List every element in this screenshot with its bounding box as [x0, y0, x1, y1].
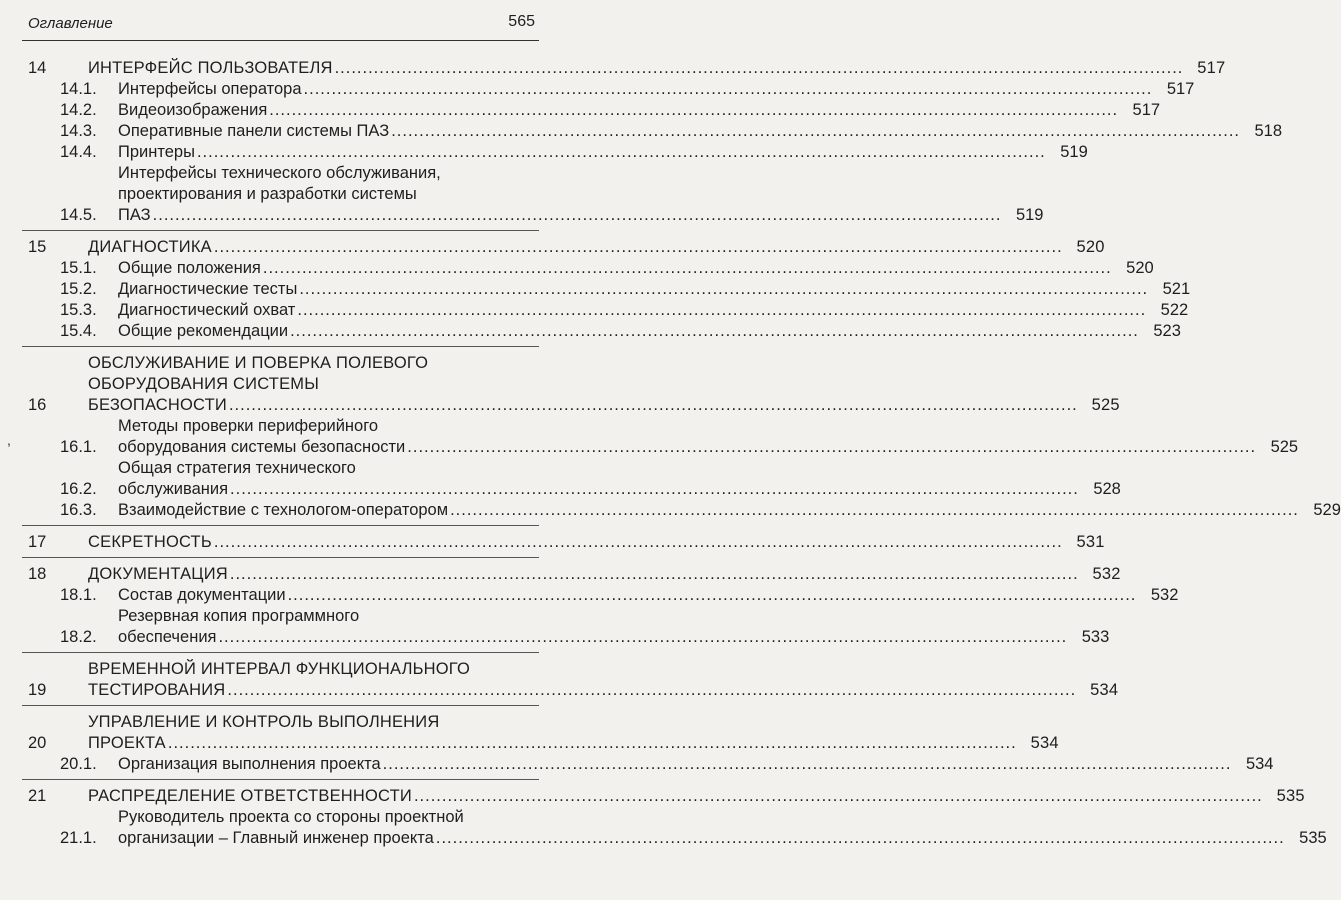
dot-leader: [269, 100, 1118, 121]
toc-chapter-group: [22, 712, 1274, 780]
toc-section-entry[interactable]: [22, 100, 1161, 121]
margin-mark: ,: [7, 432, 11, 448]
toc-entry-title: [118, 163, 1043, 226]
toc-entry-number: 15: [28, 238, 47, 256]
toc-entry-title: [118, 321, 1181, 342]
toc-section-entry[interactable]: [22, 79, 1195, 100]
dot-leader: [230, 564, 1079, 585]
toc-chapter-group: [22, 659, 1119, 706]
toc-title-line: ВРЕМЕННОЙ ИНТЕРВАЛ ФУНКЦИОНАЛЬНОГО: [88, 660, 471, 678]
toc-chapter-entry[interactable]: [22, 532, 1105, 553]
toc-entry-number: 16.1.: [60, 438, 97, 456]
toc-title-line: обеспечения: [118, 628, 217, 646]
toc-chapter-entry[interactable]: [22, 659, 1119, 701]
dot-leader: [383, 754, 1232, 775]
toc-page-number: 535: [1299, 829, 1327, 847]
dot-leader: [153, 205, 1002, 226]
toc-section-entry[interactable]: [22, 458, 1121, 500]
toc-entry-title: [88, 237, 1105, 258]
toc-entry-number: 21.1.: [60, 829, 97, 847]
dot-leader: [450, 500, 1299, 521]
toc-page-number: 523: [1153, 322, 1181, 340]
toc-entry-title: [88, 564, 1121, 585]
toc-entry-title: [88, 786, 1305, 807]
toc-entry-number: 15.3.: [60, 301, 97, 319]
toc-page-number: 532: [1150, 586, 1179, 604]
toc-title-line: Состав документации: [118, 586, 286, 604]
toc-page-number: 528: [1093, 480, 1121, 498]
dot-leader: [297, 300, 1146, 321]
toc-page-number: 534: [1030, 734, 1059, 752]
toc-entry-number: 15.4.: [60, 322, 97, 340]
toc-title-line: ДОКУМЕНТАЦИЯ: [88, 565, 228, 583]
toc-entry-title: [88, 353, 1120, 416]
dot-leader: [391, 121, 1240, 142]
toc-title-line: ОБОРУДОВАНИЯ СИСТЕМЫ: [88, 375, 320, 393]
toc-entry-title: [88, 58, 1225, 79]
toc-page-number: 533: [1081, 628, 1110, 646]
toc-title-line: Оперативные панели системы ПАЗ: [118, 122, 390, 140]
toc-title-line: СЕКРЕТНОСТЬ: [88, 533, 212, 551]
toc-entry-number: 16.3.: [60, 501, 97, 519]
toc-page-number: 519: [1060, 143, 1088, 161]
dot-leader: [290, 321, 1139, 342]
toc-entry-number: 15.1.: [60, 259, 97, 277]
toc-entry-title: [118, 100, 1160, 121]
toc-entry-number: 14.4.: [60, 143, 97, 161]
toc-chapter-entry[interactable]: [22, 237, 1105, 258]
toc-title-line: УПРАВЛЕНИЕ И КОНТРОЛЬ ВЫПОЛНЕНИЯ: [88, 713, 440, 731]
toc-page-number: 534: [1245, 755, 1274, 773]
toc-section-entry[interactable]: [22, 258, 1154, 279]
dot-leader: [197, 142, 1046, 163]
toc-entry-title: [118, 279, 1190, 300]
toc-entry-number: 17: [28, 533, 47, 551]
toc-entry-number: 14: [28, 59, 47, 77]
toc-page-number: 521: [1162, 280, 1191, 298]
toc-section-entry[interactable]: [22, 500, 1341, 521]
toc-chapter-group: [22, 237, 1191, 347]
toc-title-line: Видеоизображения: [118, 101, 268, 119]
toc-page-number: 520: [1126, 259, 1154, 277]
toc-section-entry[interactable]: [22, 321, 1181, 342]
toc-chapter-group: [22, 564, 1179, 653]
toc-title-line: ТЕСТИРОВАНИЯ: [88, 681, 226, 699]
toc-page-number: 517: [1166, 80, 1195, 98]
toc-chapter-group: [22, 532, 1105, 558]
toc-entry-title: [118, 585, 1178, 606]
toc-title-line: Диагностические тесты: [118, 280, 298, 298]
toc-entry-number: 18.1.: [60, 586, 97, 604]
toc-page-number: 517: [1132, 101, 1161, 119]
toc-entry-title: [118, 807, 1327, 849]
toc-chapter-entry[interactable]: [22, 786, 1305, 807]
toc-title-line: ИНТЕРФЕЙС ПОЛЬЗОВАТЕЛЯ: [88, 59, 333, 77]
table-of-contents: [0, 58, 1341, 859]
toc-chapter-entry[interactable]: [22, 353, 1120, 416]
toc-entry-title: [118, 754, 1273, 775]
toc-entry-number: 18: [28, 565, 47, 583]
toc-section-entry[interactable]: [22, 142, 1088, 163]
toc-page-number: 517: [1197, 59, 1226, 77]
toc-entry-number: 19: [28, 681, 47, 699]
toc-entry-title: [118, 300, 1188, 321]
dot-leader: [335, 58, 1184, 79]
dot-leader: [407, 437, 1256, 458]
toc-chapter-entry[interactable]: [22, 712, 1059, 754]
toc-title-line: Принтеры: [118, 143, 195, 161]
toc-entry-number: 16: [28, 396, 47, 414]
dot-leader: [229, 395, 1078, 416]
toc-title-line: Интерфейсы технического обслуживания,: [118, 164, 441, 182]
toc-section-entry[interactable]: [22, 807, 1327, 849]
toc-entry-number: 18.2.: [60, 628, 97, 646]
toc-title-line: организации – Главный инженер проекта: [118, 829, 434, 847]
dot-leader: [414, 786, 1263, 807]
toc-chapter-group: [22, 353, 1341, 526]
toc-entry-number: 14.1.: [60, 80, 97, 98]
dot-leader: [227, 680, 1076, 701]
toc-page-number: 529: [1313, 501, 1341, 519]
toc-title-line: Общие положения: [118, 259, 261, 277]
toc-title-line: ПРОЕКТА: [88, 734, 166, 752]
toc-entry-title: [118, 458, 1121, 500]
toc-title-line: ДИАГНОСТИКА: [88, 238, 212, 256]
dot-leader: [263, 258, 1112, 279]
toc-title-line: Диагностический охват: [118, 301, 296, 319]
toc-title-line: проектирования и разработки системы: [118, 185, 417, 203]
toc-title-line: Руководитель проекта со стороны проектной: [118, 808, 464, 826]
toc-entry-title: [118, 606, 1109, 648]
toc-entry-title: [88, 659, 1118, 701]
toc-title-line: Методы проверки периферийного: [118, 417, 379, 435]
toc-chapter-entry[interactable]: [22, 564, 1121, 585]
toc-title-line: оборудования системы безопасности: [118, 438, 406, 456]
toc-title-line: обслуживания: [118, 480, 229, 498]
toc-page-number: 531: [1076, 533, 1105, 551]
toc-page-number: 525: [1270, 438, 1299, 456]
toc-page-number: 534: [1090, 681, 1119, 699]
toc-entry-number: 15.2.: [60, 280, 97, 298]
toc-section-entry[interactable]: [22, 279, 1191, 300]
toc-title-line: Резервная копия программного: [118, 607, 360, 625]
toc-entry-title: [118, 121, 1282, 142]
toc-title-line: РАСПРЕДЕЛЕНИЕ ОТВЕТСТВЕННОСТИ: [88, 787, 412, 805]
dot-leader: [214, 532, 1063, 553]
toc-section-entry[interactable]: [22, 606, 1110, 648]
toc-entry-title: [88, 532, 1105, 553]
toc-chapter-group: [22, 786, 1327, 853]
toc-entry-number: 14.5.: [60, 206, 97, 224]
toc-entry-number: 14.3.: [60, 122, 97, 140]
dot-leader: [218, 627, 1067, 648]
toc-section-entry[interactable]: [22, 163, 1044, 226]
dot-leader: [214, 237, 1063, 258]
toc-chapter-group: [22, 58, 1282, 231]
toc-entry-number: 20.1.: [60, 755, 97, 773]
toc-section-entry[interactable]: [22, 416, 1299, 458]
toc-entry-title: [118, 416, 1298, 458]
toc-title-line: ОБСЛУЖИВАНИЕ И ПОВЕРКА ПОЛЕВОГО: [88, 354, 429, 372]
toc-page-number: 535: [1276, 787, 1305, 805]
toc-page-number: 525: [1091, 396, 1120, 414]
toc-page-number: 520: [1076, 238, 1105, 256]
toc-entry-title: [118, 79, 1194, 100]
dot-leader: [230, 479, 1079, 500]
toc-title-line: Взаимодействие с технологом-оператором: [118, 501, 449, 519]
toc-entry-title: [118, 500, 1341, 521]
toc-entry-number: 14.2.: [60, 101, 97, 119]
toc-section-entry[interactable]: [22, 585, 1179, 606]
toc-page-number: 532: [1092, 565, 1121, 583]
toc-section-entry[interactable]: [22, 300, 1189, 321]
toc-entry-title: [118, 142, 1088, 163]
dot-leader: [299, 279, 1148, 300]
toc-entry-number: 16.2.: [60, 480, 97, 498]
toc-section-entry[interactable]: [22, 121, 1282, 142]
toc-title-line: Интерфейсы оператора: [118, 80, 302, 98]
toc-page-number: 519: [1015, 206, 1044, 224]
dot-leader: [288, 585, 1137, 606]
toc-entry-title: [118, 258, 1154, 279]
toc-title-line: Общая стратегия технического: [118, 459, 356, 477]
toc-title-line: Организация выполнения проекта: [118, 755, 381, 773]
toc-title-line: Общие рекомендации: [118, 322, 289, 340]
toc-entry-title: [88, 712, 1059, 754]
dot-leader: [168, 733, 1017, 754]
toc-entry-number: 21: [28, 787, 47, 805]
toc-title-line: БЕЗОПАСНОСТИ: [88, 396, 227, 414]
page-number: 565: [508, 13, 535, 30]
page-header: [22, 10, 539, 41]
toc-page-number: 522: [1160, 301, 1189, 319]
running-head-title: Оглавление: [28, 15, 113, 32]
dot-leader: [436, 828, 1285, 849]
toc-page-number: 518: [1254, 122, 1282, 140]
toc-chapter-entry[interactable]: [22, 58, 1226, 79]
toc-entry-number: 20: [28, 734, 47, 752]
toc-section-entry[interactable]: [22, 754, 1274, 775]
toc-title-line: ПАЗ: [118, 206, 151, 224]
dot-leader: [304, 79, 1153, 100]
